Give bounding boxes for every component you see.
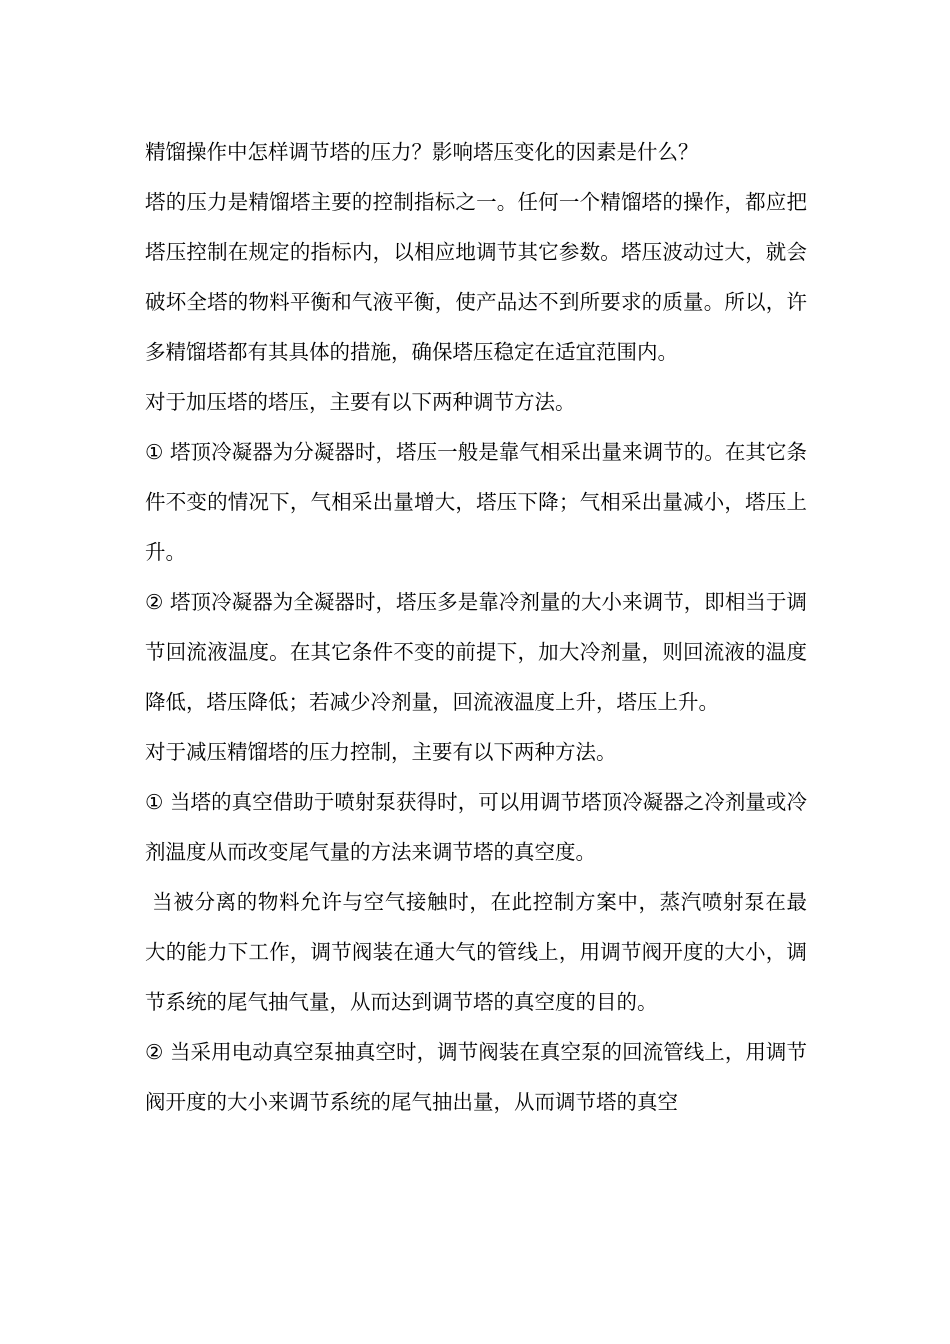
paragraph-ejector-pump: ① 当塔的真空借助于喷射泵获得时，可以用调节塔顶冷凝器之冷剂量或冷剂温度从而改变尾气量的方法来调节塔的真空度。	[145, 790, 807, 864]
paragraph-tower-pressure-intro: 塔的压力是精馏塔主要的控制指标之一。任何一个精馏塔的操作，都应把塔压控制在规定的指标内，以相应地调节其它参数。塔压波动过大，就会破坏全塔的物料平衡和气液平衡，使产品达不到所要求的质量。所以，许多精馏塔都有其具体的措施，确保塔压稳定在适宜范围内。	[145, 190, 807, 364]
paragraph-partial-condenser: ① 塔顶冷凝器为分凝器时，塔压一般是靠气相采出量来调节的。在其它条件不变的情况下，气相采出量增大，塔压下降；气相采出量减小，塔压上升。	[145, 440, 807, 564]
paragraph-vacuum-tower-methods: 对于减压精馏塔的压力控制，主要有以下两种方法。	[145, 740, 617, 764]
question-heading: 精馏操作中怎样调节塔的压力？影响塔压变化的因素是什么？	[145, 140, 699, 164]
paragraph-total-condenser: ② 塔顶冷凝器为全凝器时，塔压多是靠冷剂量的大小来调节，即相当于调节回流液温度。在其它条件不变的前提下，加大冷剂量，则回流液的温度降低，塔压降低；若减少冷剂量，回流液温度上升，塔压上升。	[145, 590, 807, 714]
paragraph-electric-vacuum-pump: ② 当采用电动真空泵抽真空时，调节阀装在真空泵的回流管线上，用调节阀开度的大小来调节系统的尾气抽出量，从而调节塔的真空	[145, 1040, 807, 1114]
paragraph-air-contact: 当被分离的物料允许与空气接触时，在此控制方案中，蒸汽喷射泵在最大的能力下工作，调节阀装在通大气的管线上，用调节阀开度的大小，调节系统的尾气抽气量，从而达到调节塔的真空度的目的。	[145, 890, 807, 1014]
paragraph-pressurized-tower-methods: 对于加压塔的塔压，主要有以下两种调节方法。	[145, 390, 576, 414]
document-body	[145, 127, 807, 1127]
